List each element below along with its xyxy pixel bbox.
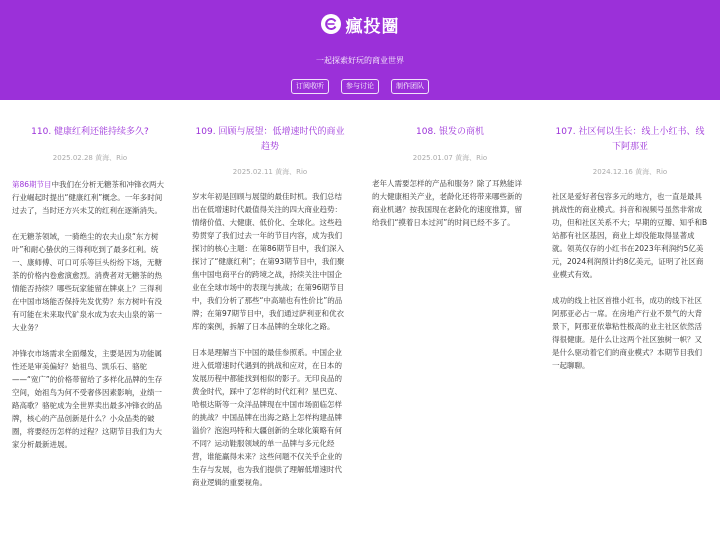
episode-description — [372, 177, 528, 242]
episode-title-link[interactable]: 108. 银发の商机 — [416, 127, 484, 137]
episode-title-link[interactable]: 109. 回顾与展望：低增速时代的商业趋势 — [195, 127, 345, 152]
episode-reference-link[interactable]: 第86期节目 — [12, 180, 52, 189]
episode-description — [12, 178, 168, 464]
episode-list — [0, 100, 720, 540]
site-logo[interactable] — [0, 12, 720, 36]
episode-meta: 2024.12.16 黄海、Rio — [592, 168, 668, 176]
episode-meta: 2025.02.11 黄海、Rio — [232, 168, 308, 176]
episode-description — [192, 190, 348, 502]
episode-paragraph: 冲锋衣市场需求全面爆发，主要是因为功能属性还是审美偏好？始祖鸟、凯乐石、骆驼——“宽广”的价格带留给了多样化品牌的生存空间，始祖鸟为何不受奢侈因素影响，业绩一路高歌？骆驼成为全世界卖出最多冲锋衣的品牌，核心的产品创新是什么？小众品类的破圈，将要经历怎样的过程？这期节目我们为大家分析最新进展。 — [12, 349, 163, 449]
episode-paragraph: 岁末年初是回顾与展望的最佳时机。我们总结出在低增速时代最值得关注的四大商业趋势：情绪价值、大健康、低价化、全球化。这些趋势贯穿了我们过去一年的节目内容，成为我们探讨的核心主题：在第86期节目中，我们深入探讨了“健康红利”；在第93期节目中，我们聚焦中国电商平台的跨境之战，持续关注中国企业在全球市场中的表现与挑战；在第96期节目中，我们分析了那些“中高端也有性价比”的品牌；在第97期节目中，我们通过萨利亚和优衣库的案例，拆解了日本品牌的全球化之路。 — [192, 192, 345, 331]
episode-paragraph: 成功的线上社区首推小红书，成功的线下社区阿那亚必占一席。在房地产行业不景气的大背景下，阿那亚依靠粘性极高的业主社区依然活得很健康。是什么让这两个社区独树一帜？又是什么驱动着它们的商业模式？本期节目我们一起聊聊。 — [552, 296, 702, 370]
episode-meta: 2025.02.28 黄海、Rio — [52, 154, 128, 162]
episode-title-link[interactable]: 110. 健康红利还能持续多久? — [31, 127, 149, 137]
episode-paragraph: 社区是爱好者包容多元的地方，也一直是最具挑战性的商业模式。抖音和视频号虽然非常成功，但和社区关系不大；早期的豆瓣、知乎和B站都有社区基因，商业上却没能取得显著成就。领英仅存的小红书在2023年利润约5亿美元，2024利润预计约8亿美元，证明了社区商业模式有效。 — [552, 192, 708, 279]
episode-paragraph: 日本是理解当下中国的最佳参照系。中国企业进入低增速时代遇到的挑战和应对，在日本的发展历程中都能找到相似的影子。无印良品的黄金时代，踩中了怎样的时代红利？星巴克、哈根达斯等一众洋品牌现在中国市场面临怎样的挑战？中国品牌在出海之路上怎样构建品牌溢价？泡泡玛特和大疆创新的全球化策略有何不同？运动鞋服领域的单一品牌与多元化经营，谁能赢得未来？这些问题不仅关乎企业的生存与发展，也为我们提供了理解低增速时代商业逻辑的重要视角。 — [192, 348, 342, 487]
episode-meta: 2025.01.07 黄海、Rio — [412, 154, 488, 162]
episode-description — [552, 190, 708, 385]
nav-discuss-button[interactable]: 参与讨论 — [341, 79, 379, 94]
episode-paragraph — [12, 178, 168, 217]
episode-title-link[interactable]: 107. 社区何以生长：线上小红书、线下阿那亚 — [555, 127, 705, 152]
paragraph-text: 中我们在分析无糖茶和冲锋衣两大行业崛起时提出“健康红利”概念。一年多时间过去了，当时还方兴未艾的红利在逐渐消失。 — [12, 180, 165, 215]
nav-team-button[interactable]: 制作团队 — [391, 79, 429, 94]
site-header — [0, 0, 720, 100]
header-nav — [0, 79, 720, 94]
brand-name: 瘋投圈 — [345, 16, 400, 37]
episode-paragraph: 老年人需要怎样的产品和服务？除了耳熟能详的大健康相关产业，老龄化还将带来哪些新的商业机遇？按我国现在老龄化的速度推算，留给我们“摸着日本过河”的时间已经不多了。 — [372, 179, 522, 227]
site-tagline: 一起探索好玩的商业世界 — [316, 56, 404, 65]
episode-paragraph: 在无糖茶领域，一骑绝尘的农夫山泉“东方树叶”和耐心蛰伏的三得利吃到了最多红利。统一、康师傅、可口可乐等巨头纷纷下场，无糖茶的价格内卷愈演愈烈。消费者对无糖茶的热情能否持续？哪些玩家能留在牌桌上？三得利在中国市场能否保持先发优势？东方树叶有没有可能在未来取代矿泉水成为农夫山泉的第一大业务？ — [12, 232, 162, 332]
logo-icon — [321, 14, 341, 34]
nav-subscribe-button[interactable]: 订阅收听 — [291, 79, 329, 94]
